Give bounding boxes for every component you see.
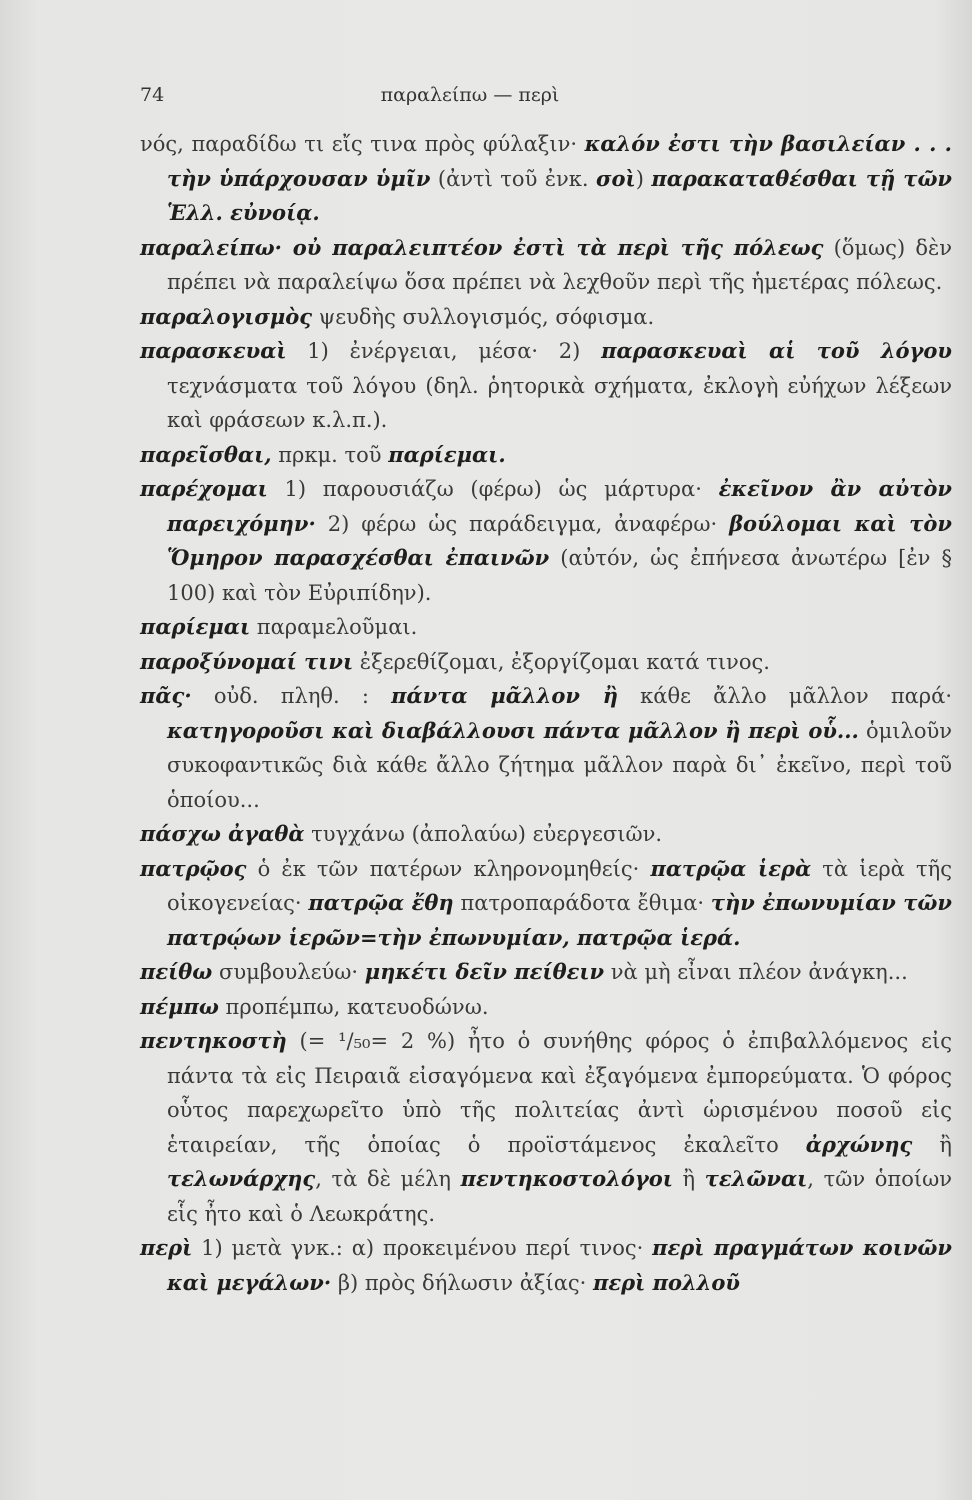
entry-gloss: συμβουλεύω·: [212, 960, 365, 984]
entry-gloss: 1) παρουσιάζω (φέρω) ὡς μάρτυρα·: [267, 477, 719, 501]
entry-lemma: πάσχω ἀγαθὰ: [140, 821, 305, 846]
page-number: 74: [140, 84, 165, 106]
entry-gloss: ψευδὴς συλλογισμός, σόφισμα.: [312, 304, 655, 329]
entry-gloss: οὐδ. πληθ. :: [191, 684, 392, 708]
entry-phrase: παρακαταθέσθαι τῇ τῶν Ἑλλ. εὐνοίᾳ.: [167, 165, 953, 225]
dictionary-entry: [140, 610, 952, 645]
entry-phrase: ἐκεῖνον ἂν αὐτὸν παρειχόμην·: [167, 476, 953, 536]
dictionary-entry: [140, 955, 952, 990]
entry-gloss: 1) ἐνέργειαι, μέσα· 2): [286, 339, 602, 363]
entry-phrase: τὴν ἐπωνυμίαν τῶν πατρῴων ἱερῶν=τὴν ἐπωνυμίαν, πατρῷα ἱερά.: [167, 890, 952, 950]
dictionary-entry: [140, 334, 952, 438]
dictionary-entry: [140, 679, 952, 817]
entry-lemma: πεντηκοστὴ: [140, 1028, 287, 1053]
entry-gloss: (= ¹/₅₀= 2 %) ἦτο ὁ συνήθης φόρος ὁ ἐπιβαλλόμενος εἰς πάντα τὰ εἰς Πειραιᾶ εἰσαγόμενα καὶ ἐξαγόμενα ἐμπορεύματα. Ὁ φόρος οὗτος παρεχωρεῖτο ὑπὸ τῆς πολιτείας ἀντὶ ὡρισμένου ποσοῦ εἰς ἑταιρείαν, τῆς ὁποίας ὁ προϊστάμενος ἐκαλεῖτο: [167, 1029, 952, 1157]
entry-phrase: παρίεμαι.: [388, 441, 506, 467]
dictionary-entry: [140, 1231, 952, 1300]
entry-phrase: βούλομαι καὶ τὸν Ὅμηρον παρασχέσθαι ἐπαινῶν: [167, 510, 952, 570]
entry-phrase: ἀρχώνης: [805, 1131, 913, 1157]
entry-gloss: β) πρὸς δήλωσιν ἀξίας·: [331, 1270, 593, 1295]
entry-phrase: πεντηκοστολόγοι: [460, 1166, 673, 1191]
entry-lemma: παραλογισμὸς: [140, 303, 313, 329]
entry-phrase: πατρῷα ἔθη: [308, 890, 454, 915]
entry-gloss: τεχνάσματα τοῦ λόγου (δηλ. ῥητορικὰ σχήματα, ἐκλογὴ εὐήχων λέξεων καὶ φράσεων κ.λ.π.).: [167, 373, 952, 432]
entry-gloss: 1) μετὰ γνκ.: α) προκειμένου περί τινος·: [192, 1236, 653, 1260]
entry-phrase: πάντα μᾶλλον ἢ: [391, 683, 618, 708]
entry-lemma: παρασκευαὶ: [140, 338, 287, 363]
entry-gloss: (ἀντὶ τοῦ ἐνκ.: [430, 166, 597, 191]
entry-phrase: τελῶναι: [704, 1166, 808, 1191]
entry-gloss: ἢ: [672, 1167, 705, 1191]
entry-gloss: νός, παραδίδω τι εἴς τινα πρὸς φύλαξιν·: [140, 132, 585, 156]
entry-lemma: παραλείπω· οὐ παραλειπτέον ἐστὶ τὰ περὶ τῆς πόλεως: [140, 234, 824, 260]
entry-gloss: , τὰ δὲ μέλη: [315, 1167, 461, 1191]
entry-phrase: μηκέτι δεῖν πείθειν: [364, 959, 605, 984]
page-header: [140, 84, 800, 114]
entry-lemma: πατρῷος: [140, 855, 247, 881]
dictionary-entry: [140, 472, 952, 610]
entry-gloss: 2) φέρω ὡς παράδειγμα, ἀναφέρω·: [315, 511, 730, 536]
entry-phrase: σοὶ: [596, 165, 636, 191]
dictionary-entry: [140, 438, 952, 473]
entry-gloss: (ὅμως) δὲν πρέπει νὰ παραλείψω ὅσα πρέπει νὰ λεχθοῦν περὶ τῆς ἡμετέρας πόλεως.: [167, 235, 952, 294]
dictionary-entry: [140, 231, 952, 300]
dictionary-entry: [140, 127, 952, 231]
entry-gloss: παραμελοῦμαι.: [250, 615, 418, 639]
entry-lemma: παρέχομαι: [140, 476, 268, 501]
entry-gloss: τὰ ἱερὰ τῆς οἰκογενείας·: [167, 856, 952, 915]
entry-lemma: πᾶς·: [140, 683, 192, 708]
entry-gloss: ὁ ἐκ τῶν πατέρων κληρονομηθείς·: [246, 856, 651, 881]
entry-lemma: παροξύνομαί τινι: [140, 648, 354, 674]
dictionary-entry: [140, 852, 952, 956]
entry-gloss: κάθε ἄλλο μᾶλλον παρά·: [618, 684, 953, 708]
entry-lemma: πέμπω: [140, 993, 219, 1019]
entry-gloss: (αὐτόν, ὡς ἐπήνεσα ἀνωτέρω [ἐν § 100) καὶ τὸν Εὐριπίδην).: [167, 546, 952, 605]
entry-phrase: παρασκευαὶ αἱ τοῦ λόγου: [601, 338, 952, 363]
entry-phrase: περὶ πολλοῦ: [593, 1269, 740, 1295]
entry-lemma: πείθω: [140, 959, 213, 984]
entry-phrase: πατρῷα ἱερὰ: [650, 855, 812, 881]
entry-gloss: ἢ: [912, 1132, 952, 1157]
dictionary-entry: [140, 645, 952, 680]
entry-gloss: πατροπαράδοτα ἔθιμα·: [453, 891, 711, 915]
dictionary-entry: [140, 817, 952, 852]
entry-gloss: ἐξερεθίζομαι, ἐξοργίζομαι κατά τινος.: [353, 649, 770, 674]
dictionary-entry: [140, 300, 952, 335]
dictionary-entry: [140, 1024, 952, 1231]
running-head: παραλείπω — περὶ: [380, 84, 560, 106]
entry-gloss: ὁμιλοῦν συκοφαντικῶς διὰ κάθε ἄλλο ζήτημα μᾶλλον παρὰ δι᾽ ἐκεῖνο, περὶ τοῦ ὁποίου...: [167, 718, 952, 812]
dictionary-entries: [140, 127, 952, 1300]
entry-phrase: καλόν ἐστι τὴν βασιλείαν . . . τὴν ὑπάρχουσαν ὑμῖν: [167, 131, 952, 191]
entry-phrase: περὶ πραγμάτων κοινῶν καὶ μεγάλων·: [167, 1235, 952, 1295]
entry-gloss: τυγχάνω (ἀπολαύω) εὐεργεσιῶν.: [304, 822, 663, 846]
entry-gloss: προπέμπω, κατευοδώνω.: [218, 994, 489, 1019]
entry-gloss: ): [635, 166, 652, 191]
entry-gloss: πρκμ. τοῦ: [271, 442, 389, 467]
entry-lemma: παρίεμαι: [140, 614, 251, 639]
entry-phrase: τελωνάρχης: [167, 1166, 316, 1191]
entry-lemma: παρεῖσθαι,: [140, 441, 272, 467]
entry-phrase: κατηγοροῦσι καὶ διαβάλλουσι πάντα μᾶλλον ἢ περὶ οὗ...: [167, 717, 859, 743]
dictionary-entry: [140, 990, 952, 1025]
entry-gloss: νὰ μὴ εἶναι πλέον ἀνάγκη...: [604, 960, 908, 984]
entry-gloss: , τῶν ὁποίων εἷς ἦτο καὶ ὁ Λεωκράτης.: [167, 1167, 953, 1226]
entry-lemma: περὶ: [140, 1235, 193, 1260]
